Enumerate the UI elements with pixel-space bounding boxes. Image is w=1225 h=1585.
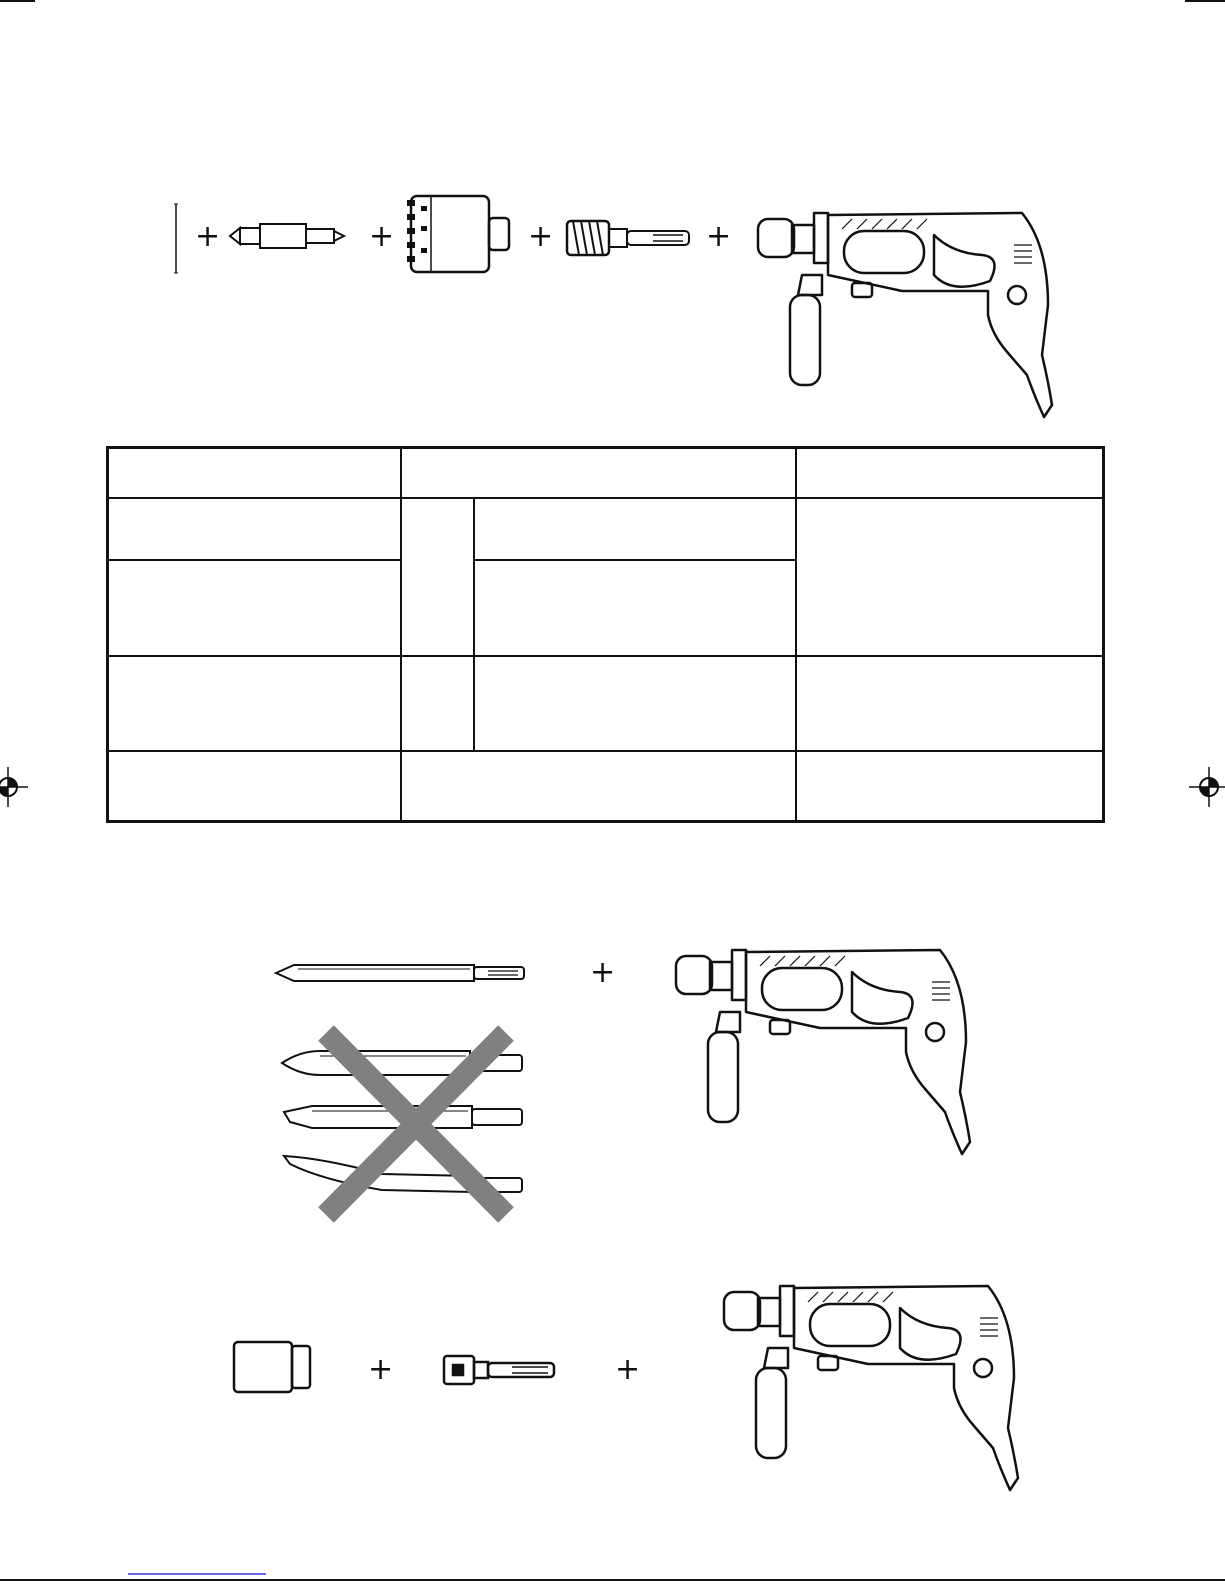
registration-mark-right bbox=[1189, 767, 1225, 807]
center-pin-icon bbox=[228, 218, 348, 258]
plus-sign: + bbox=[195, 219, 221, 254]
registration-mark-left bbox=[0, 767, 28, 807]
footer-rule bbox=[0, 1577, 1225, 1583]
plus-sign: + bbox=[368, 1352, 394, 1387]
rotary-hammer-icon bbox=[670, 942, 980, 1157]
plus-sign: + bbox=[615, 1352, 641, 1387]
crop-mark-top-left bbox=[0, 0, 40, 10]
table-header-cell bbox=[797, 448, 1102, 498]
socket-icon bbox=[232, 1338, 322, 1398]
plus-sign: + bbox=[706, 219, 732, 254]
plus-sign: + bbox=[369, 219, 395, 254]
plus-sign: + bbox=[590, 955, 616, 990]
bracket-line bbox=[174, 200, 184, 280]
socket-adapter-icon bbox=[442, 1350, 562, 1390]
table-header-cell bbox=[402, 448, 795, 498]
plus-sign: + bbox=[528, 219, 554, 254]
rotary-hammer-icon bbox=[718, 1278, 1028, 1493]
core-bit-icon bbox=[405, 190, 515, 280]
table-header-cell bbox=[108, 448, 400, 498]
shank-adapter-icon bbox=[565, 213, 695, 263]
crop-mark-top-right bbox=[1185, 0, 1225, 10]
bull-point-chisel-icon bbox=[274, 960, 534, 986]
footer-link-underline[interactable] bbox=[128, 1572, 268, 1576]
prohibited-cross-icon bbox=[316, 1025, 516, 1225]
rotary-hammer-icon bbox=[752, 205, 1062, 420]
table-grid bbox=[106, 446, 1106, 824]
